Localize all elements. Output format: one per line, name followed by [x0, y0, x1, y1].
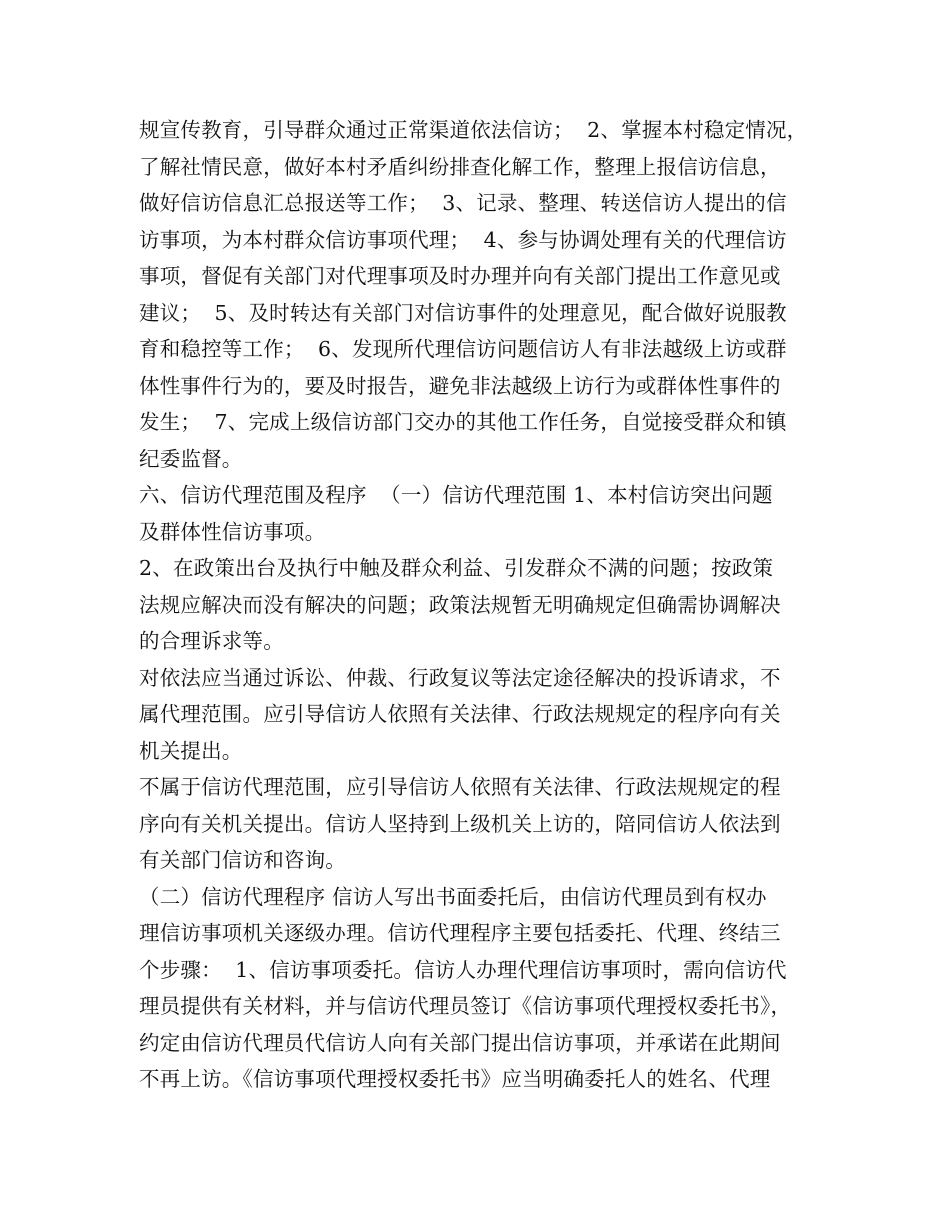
text-line: 有关部门信访和咨询。 — [139, 848, 346, 872]
text-line: 的合理诉求等。 — [139, 629, 284, 653]
text-line: 属代理范围。应引导信访人依照有关法律、行政法规规定的程序向有关 — [139, 702, 781, 726]
text-line: 个步骤： 1、信访事项委托。信访人办理代理信访事项时，需向信访代 — [139, 957, 787, 982]
text-line: 法规应解决而没有解决的问题；政策法规暂无明确规定但确需协调解决 — [139, 592, 781, 617]
text-line: 育和稳控等工作； 6、发现所代理信访问题信访人有非法越级上访或群 — [139, 337, 787, 361]
text-line: 建议； 5、及时转达有关部门对信访事件的处理意见，配合做好说服教 — [139, 300, 787, 325]
text-line: 对依法应当通过诉讼、仲裁、行政复议等法定途径解决的投诉请求，不 — [139, 665, 781, 690]
text-line: 了解社情民意，做好本村矛盾纠纷排查化解工作，整理上报信访信息， — [139, 154, 781, 179]
text-line: 纪委监督。 — [139, 446, 243, 471]
text-line: 理员提供有关材料，并与信访代理员签订《信访事项代理授权委托书》， — [139, 994, 792, 1018]
text-line: 序向有关机关提出。信访人坚持到上级机关上访的，陪同信访人依法到 — [139, 811, 781, 836]
section-heading-line: 六、信访代理范围及程序 （一）信访代理范围 1、本村信访突出问题 — [139, 483, 773, 507]
subsection-heading-line: （二）信访代理程序 信访人写出书面委托后，由信访代理员到有权办 — [139, 884, 767, 909]
text-line: 不再上访。《信访事项代理授权委托书》应当明确委托人的姓名、代理 — [139, 1067, 771, 1091]
text-line: 及群体性信访事项。 — [139, 519, 326, 544]
text-line: 不属于信访代理范围，应引导信访人依照有关法律、行政法规规定的程 — [139, 775, 781, 799]
text-line: 发生； 7、完成上级信访部门交办的其他工作任务，自觉接受群众和镇 — [139, 410, 787, 434]
text-line: 体性事件行为的，要及时报告，避免非法越级上访行为或群体性事件的 — [139, 373, 781, 398]
text-line: 机关提出。 — [139, 738, 243, 763]
text-line: 访事项，为本村群众信访事项代理； 4、参与协调处理有关的代理信访 — [139, 227, 787, 252]
text-line: 理信访事项机关逐级办理。信访代理程序主要包括委托、代理、终结三 — [139, 921, 781, 945]
text-line: 2、在政策出台及执行中触及群众利益、引发群众不满的问题；按政策 — [139, 556, 774, 580]
text-line: 事项，督促有关部门对代理事项及时办理并向有关部门提出工作意见或 — [139, 264, 781, 288]
text-line: 约定由信访代理员代信访人向有关部门提出信访事项，并承诺在此期间 — [139, 1030, 781, 1055]
document-body-text — [139, 112, 839, 1098]
text-line: 规宣传教育，引导群众通过正常渠道依法信访； 2、掌握本村稳定情况， — [139, 118, 808, 142]
text-line: 做好信访信息汇总报送等工作； 3、记录、整理、转送信访人提出的信 — [139, 191, 787, 215]
